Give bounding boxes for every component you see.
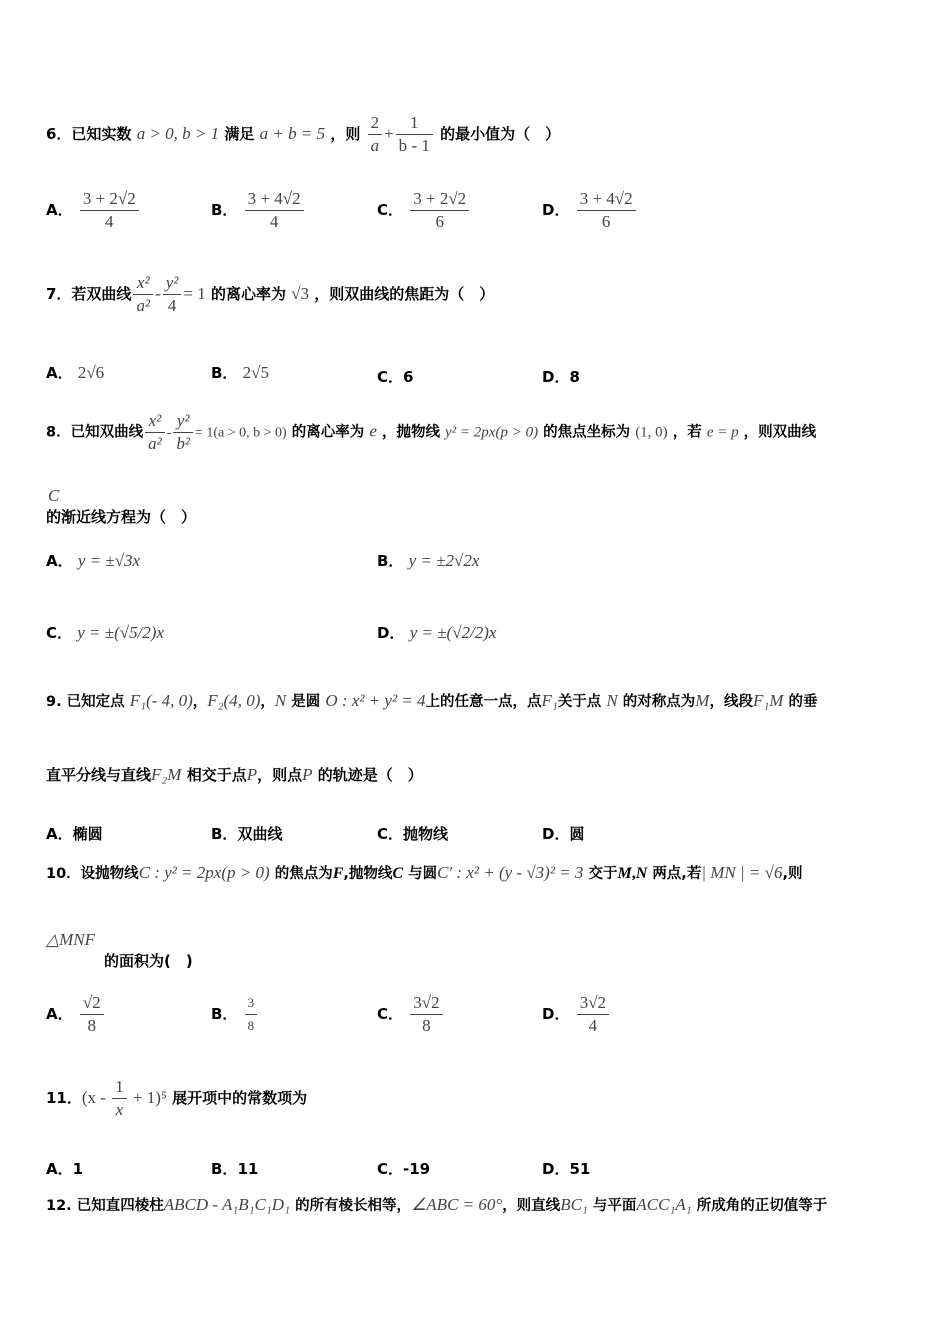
q8-e: e: [369, 421, 377, 441]
q6-text1: 满足: [224, 125, 255, 143]
q7-text1: 的离心率为: [210, 285, 286, 303]
q7-frac1: $\frac{\text{x²}}{\text{a²}}$: [133, 272, 153, 317]
q8-label: 8．已知双曲线: [46, 424, 144, 441]
q9-option-c[interactable]: C．抛物线: [377, 825, 449, 843]
q12-line: BC₁: [560, 1195, 588, 1214]
q8-frac2: $\frac{\text{y²}}{\text{b²}}$: [173, 410, 193, 455]
q9-label: 9. 已知定点: [46, 694, 125, 710]
q10-option-a[interactable]: A． $\frac{√2}{8}$: [46, 992, 106, 1037]
q10-parabola: C : y² = 2px(p > 0): [138, 863, 270, 882]
q9-F2: F₂(4, 0): [207, 691, 261, 710]
q8-option-d[interactable]: D． y = ±(√2/2)x: [377, 623, 497, 642]
q8-C: C: [48, 486, 60, 505]
q6-condition2: a + b = 5: [259, 124, 326, 143]
q7-option-b[interactable]: B． 2√5: [211, 363, 270, 382]
q6-option-a[interactable]: A． $\frac{3 + 2√2}{4}$: [46, 188, 141, 233]
q11-option-a[interactable]: A．1: [46, 1160, 84, 1178]
question-9: 9. 已知定点 F₁(- 4, 0)，F₂(4, 0)，N 是圆 O : x² + y² = 4上的任意一点，点F₁关于点 N 的对称点为M，线段F₁M 的垂: [46, 691, 818, 710]
q8-text2: ，抛物线: [381, 424, 440, 441]
q7-text2: ，则双曲线的焦距为（ ）: [314, 285, 495, 303]
q8-text1: 的离心率为: [291, 424, 365, 441]
q7-option-d[interactable]: D．8: [542, 368, 580, 386]
q6-text3: 的最小值为（ ）: [440, 125, 561, 143]
q8-option-c[interactable]: C． y = ±(√5/2)x: [46, 623, 165, 642]
q10-mn: | MN | = √6: [701, 863, 783, 882]
q11-option-d[interactable]: D．51: [542, 1160, 591, 1178]
q10-option-d[interactable]: D． $\frac{3√2}{4}$: [542, 992, 611, 1037]
q7-label: 7．若双曲线: [46, 285, 132, 303]
q8-eq: = 1(a > 0, b > 0): [194, 425, 287, 441]
q11-option-b[interactable]: B．11: [211, 1160, 259, 1178]
q10-label: 10．设抛物线: [46, 866, 139, 882]
q6-condition: a > 0, b > 1: [136, 124, 220, 143]
question-6: 6．已知实数 a > 0, b > 1 满足 a + b = 5 ，则 $\frac{2}{a}$ + $\frac{1}{b - 1}$ 的最小值为（ ）: [46, 113, 561, 155]
q12-plane: ACC₁A₁: [636, 1195, 692, 1214]
q6-option-c[interactable]: C． $\frac{3 + 2√2}{6}$: [377, 188, 471, 233]
q7-option-c[interactable]: C．6: [377, 368, 414, 386]
q10-circle: C′ : x² + (y - √3)² = 3: [437, 863, 584, 882]
q7-eq: = 1: [183, 284, 206, 303]
q8-text4: ，若: [672, 424, 702, 441]
q6-frac2: $\frac{1}{b - 1}$: [396, 112, 433, 157]
q10-option-c[interactable]: C． $\frac{3√2}{8}$: [377, 992, 445, 1037]
q8-line2: 的渐近线方程为（ ）: [46, 508, 197, 526]
q6-option-b[interactable]: B． $\frac{3 + 4√2}{4}$: [211, 188, 306, 233]
q10-option-b[interactable]: B． $\frac{3}{8}$: [211, 992, 259, 1037]
q9-option-a[interactable]: A．椭圆: [46, 825, 103, 843]
q9-option-d[interactable]: D．圆: [542, 825, 585, 843]
q7-option-a[interactable]: A． 2√6: [46, 363, 105, 382]
q11-text: 展开项中的常数项为: [172, 1089, 308, 1107]
q6-text2: ，则: [330, 125, 361, 143]
q8-text5: ，则双曲线: [743, 424, 817, 441]
q8-option-a[interactable]: A． y = ±√3x: [46, 551, 141, 570]
q7-ecc: √3: [291, 284, 310, 303]
q9-N: N: [274, 691, 287, 710]
question-11: 11．(x - $\frac{1}{x}$ + 1)⁵ 展开项中的常数项为: [46, 1077, 308, 1119]
question-10: 10．设抛物线C : y² = 2px(p > 0) 的焦点为F,抛物线C 与圆C′ : x² + (y - √3)² = 3 交于M,N 两点,若| MN | = √6,则: [46, 863, 803, 882]
question-7: 7．若双曲线 $\frac{\text{x²}}{\text{a²}}$ - $\frac{\text{y²}}{4}$ = 1 的离心率为 √3 ，则双曲线的焦距为（ ）: [46, 273, 495, 315]
question-9-line2: 直平分线与直线F₂M 相交于点P，则点P 的轨迹是（ ）: [46, 765, 423, 784]
question-8-line2: [46, 486, 196, 527]
q11-label: 11．: [46, 1089, 82, 1107]
q8-cond: e = p: [706, 424, 739, 441]
q12-angle: ∠ABC = 60°: [411, 1195, 503, 1214]
question-12: 12. 已知直四棱柱ABCD - A₁B₁C₁D₁ 的所有棱长相等，∠ABC = 60°，则直线BC₁ 与平面ACC₁A₁ 所成角的正切值等于: [46, 1195, 828, 1214]
q8-frac1: $\frac{\text{x²}}{\text{a²}}$: [145, 410, 165, 455]
q9-option-b[interactable]: B．双曲线: [211, 825, 283, 843]
q8-parabola: y² = 2px(p > 0): [445, 424, 539, 441]
q6-option-d[interactable]: D． $\frac{3 + 4√2}{6}$: [542, 188, 638, 233]
q7-frac2: $\frac{\text{y²}}{4}$: [163, 272, 182, 317]
q8-focus: (1, 0): [635, 424, 668, 441]
q10-triangle: △MNF: [46, 930, 95, 949]
q6-label: 6．已知实数: [46, 125, 132, 143]
question-8: 8．已知双曲线 $\frac{\text{x²}}{\text{a²}}$ - $\frac{\text{y²}}{\text{b²}}$ = 1(a > 0, b > 0) 的离心率为 e ，抛物线 y² = 2px(p > 0) 的焦点坐标为 (1, 0) ，若 e = p ，则双曲线: [46, 411, 817, 453]
q9-circle: O : x² + y² = 4: [325, 691, 426, 710]
q11-option-c[interactable]: C．-19: [377, 1160, 431, 1178]
q6-frac1: $\frac{2}{a}$: [368, 112, 383, 157]
q12-prism: ABCD - A₁B₁C₁D₁: [163, 1195, 290, 1214]
q9-F1: F₁(- 4, 0): [129, 691, 193, 710]
q12-label: 12. 已知直四棱柱: [46, 1198, 164, 1214]
q8-option-b[interactable]: B． y = ±2√2x: [377, 551, 480, 570]
question-10-line2: △MNF 的面积为( ): [46, 930, 193, 970]
q8-text3: 的焦点坐标为: [543, 424, 631, 441]
